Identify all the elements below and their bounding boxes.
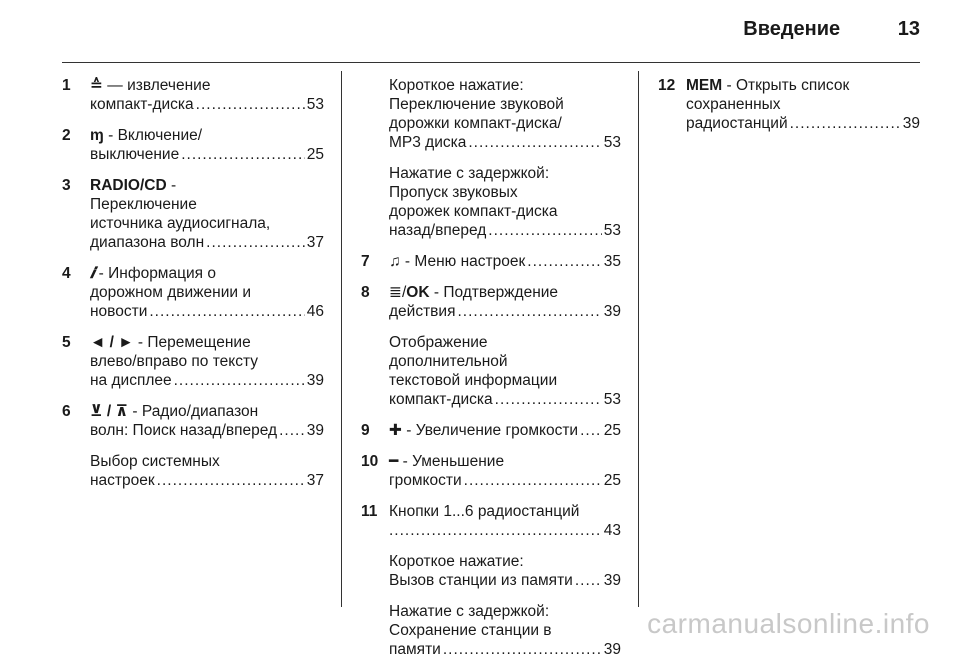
item-text: Вызов станции из памяти	[389, 572, 573, 589]
page-ref[interactable]: 53	[603, 134, 621, 151]
item-text: - Меню настроек	[400, 253, 526, 270]
item-text: Переключение звуковой	[389, 96, 564, 113]
item-text: волн: Поиск назад/вперед	[90, 422, 278, 439]
item-text: Отображение	[389, 334, 488, 351]
item-9	[361, 421, 621, 440]
minus-icon: ━	[389, 453, 399, 470]
item-2	[62, 126, 324, 164]
item-text: Кнопки 1...6 радиостанций	[389, 503, 580, 520]
item-12	[658, 76, 920, 133]
item-text: Короткое нажатие:	[389, 553, 524, 570]
item-3	[62, 176, 324, 252]
item-text: памяти	[389, 641, 441, 658]
item-text: - Перемещение	[133, 334, 251, 351]
dot-leader	[174, 371, 305, 390]
item-8-sub	[361, 333, 621, 409]
item-number: 8	[361, 284, 370, 301]
item-number: 11	[361, 503, 378, 520]
item-number: 1	[62, 77, 71, 94]
item-text: дополнительной	[389, 353, 508, 370]
page-ref[interactable]: 39	[306, 422, 324, 439]
page-ref[interactable]: 37	[306, 472, 324, 489]
page-ref[interactable]: 37	[306, 234, 324, 251]
item-text: дорожек компакт-диска	[389, 203, 558, 220]
music-note-icon: ♫	[389, 253, 401, 270]
dot-leader	[157, 471, 305, 490]
item-text: диапазона волн	[90, 234, 205, 251]
item-text: на дисплее	[90, 372, 172, 389]
item-text: назад/вперед	[389, 222, 487, 239]
info-icon: 𝒊	[90, 265, 95, 282]
dot-leader	[279, 421, 305, 440]
page-header	[743, 18, 920, 41]
column-1	[62, 76, 324, 502]
page-ref[interactable]: 39	[902, 115, 920, 132]
column-divider-1	[341, 71, 342, 607]
item-text: — извлечение	[103, 77, 211, 94]
item-text: Нажатие с задержкой:	[389, 165, 550, 182]
page-ref[interactable]: 39	[603, 303, 621, 320]
item-text: MP3 диска	[389, 134, 467, 151]
item-11	[361, 502, 621, 540]
left-right-arrows-icon: ◄ / ►	[90, 334, 134, 351]
page-ref[interactable]: 25	[306, 146, 324, 163]
item-text: новости	[90, 303, 148, 320]
item-text: действия	[389, 303, 456, 320]
column-3	[658, 76, 920, 145]
button-name: MEM	[686, 77, 723, 94]
item-text: компакт-диска	[90, 96, 194, 113]
item-text: громкости	[389, 472, 462, 489]
item-number: 2	[62, 127, 71, 144]
page-ref[interactable]: 53	[603, 391, 621, 408]
item-text: - Увеличение громкости	[402, 422, 579, 439]
dot-leader	[468, 133, 601, 152]
watermark: carmanualsonline.info	[647, 608, 930, 639]
item-text: Короткое нажатие:	[389, 77, 524, 94]
page-ref[interactable]: 46	[306, 303, 324, 320]
page-ref[interactable]: 25	[603, 422, 621, 439]
item-1	[62, 76, 324, 114]
button-name: OK	[406, 284, 430, 301]
item-text: дорожном движении и	[90, 284, 252, 301]
item-text: - Радио/диапазон	[128, 403, 259, 420]
page-ref[interactable]: 39	[306, 372, 324, 389]
page-number: 13	[897, 18, 920, 40]
item-6-short-press	[361, 76, 621, 152]
item-number: 12	[658, 77, 676, 94]
item-6	[62, 402, 324, 440]
item-text: Сохранение станции в	[389, 622, 552, 639]
page-ref[interactable]: 43	[603, 522, 621, 539]
dot-leader	[206, 233, 305, 252]
dot-leader	[443, 640, 602, 659]
page-ref[interactable]: 53	[306, 96, 324, 113]
item-10	[361, 452, 621, 490]
dot-leader	[457, 302, 601, 321]
dot-leader	[149, 302, 304, 321]
item-text: - Подтверждение	[429, 284, 559, 301]
dot-leader	[790, 114, 901, 133]
power-icon: ɱ	[90, 127, 104, 144]
menu-icon: ≣/	[389, 284, 407, 301]
item-number: 3	[62, 177, 71, 194]
page-title: Введение	[743, 18, 841, 40]
item-number: 6	[62, 403, 71, 420]
item-6-sub	[62, 452, 324, 490]
item-number: 10	[361, 453, 379, 470]
item-text: текстовой информации	[389, 372, 558, 389]
item-text: - Уменьшение	[398, 453, 505, 470]
item-6-long-press	[361, 164, 621, 240]
item-5	[62, 333, 324, 390]
page-ref[interactable]: 25	[603, 472, 621, 489]
item-text: влево/вправо по тексту	[90, 353, 258, 370]
dot-leader	[464, 471, 602, 490]
dot-leader	[575, 571, 602, 590]
item-8	[361, 283, 621, 321]
item-text: -	[166, 177, 177, 194]
item-text: Переключение	[90, 196, 197, 213]
dot-leader	[495, 390, 602, 409]
dot-leader	[488, 221, 601, 240]
item-number: 7	[361, 253, 370, 270]
dot-leader	[196, 95, 305, 114]
dot-leader	[527, 252, 601, 271]
item-text: - Информация о	[94, 265, 216, 282]
item-text: Выбор системных	[90, 453, 220, 470]
dot-leader	[389, 521, 602, 540]
header-rule	[62, 62, 920, 63]
item-number: 4	[62, 265, 71, 282]
button-name: RADIO/CD	[90, 177, 167, 194]
item-text: - Открыть список	[722, 77, 850, 94]
column-2	[361, 76, 621, 671]
dot-leader	[181, 145, 305, 164]
item-7	[361, 252, 621, 271]
item-11-short-press	[361, 552, 621, 590]
item-11-long-press	[361, 602, 621, 659]
item-4	[62, 264, 324, 321]
item-text: Пропуск звуковых	[389, 184, 518, 201]
item-text: сохраненных	[686, 96, 781, 113]
page-ref[interactable]: 39	[603, 641, 621, 658]
page-ref[interactable]: 53	[603, 222, 621, 239]
item-text: настроек	[90, 472, 155, 489]
item-text: дорожки компакт-диска/	[389, 115, 562, 132]
item-text: радиостанций	[686, 115, 788, 132]
item-text: источника аудиосигнала,	[90, 215, 271, 232]
item-text: - Включение/	[103, 127, 203, 144]
item-text: Нажатие с задержкой:	[389, 603, 550, 620]
dot-leader	[580, 421, 602, 440]
page-ref[interactable]: 35	[603, 253, 621, 270]
eject-icon: ≙	[90, 77, 103, 94]
item-text: выключение	[90, 146, 180, 163]
plus-icon: ✚	[389, 422, 402, 439]
item-text: компакт-диска	[389, 391, 493, 408]
seek-icon: ⊻ / ⊼	[90, 403, 129, 420]
item-number: 5	[62, 334, 71, 351]
column-divider-2	[638, 71, 639, 607]
page-ref[interactable]: 39	[603, 572, 621, 589]
item-number: 9	[361, 422, 370, 439]
